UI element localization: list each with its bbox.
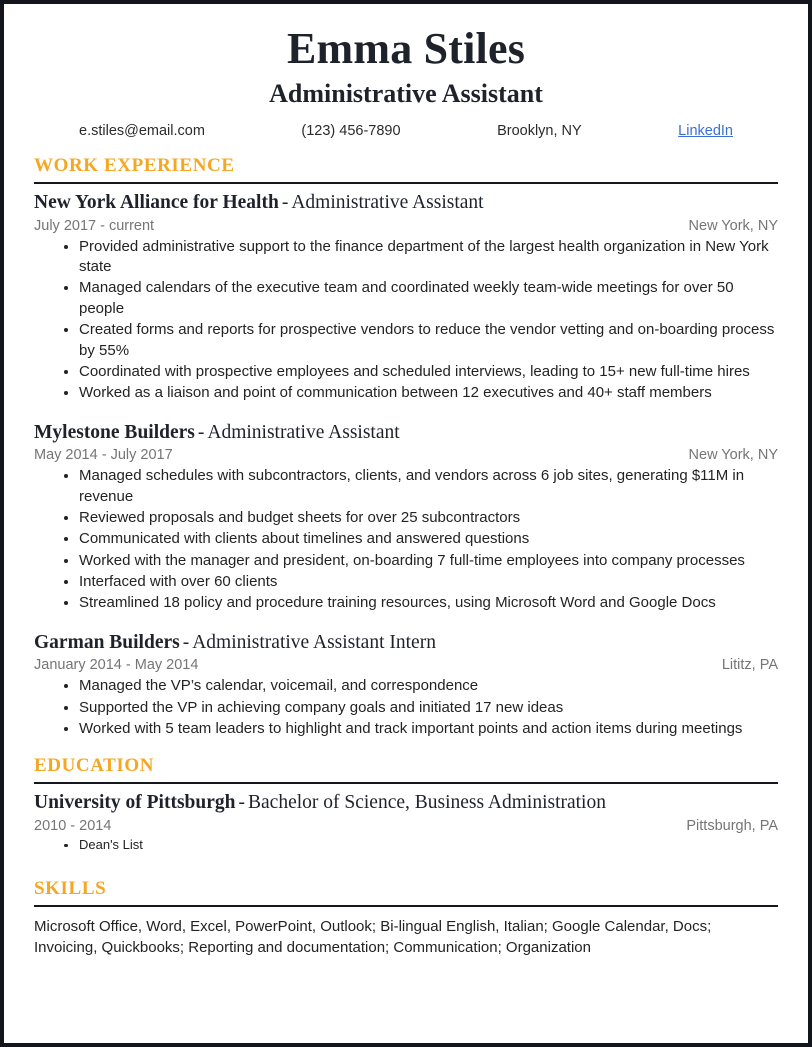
entry-bullet-list — [34, 676, 778, 739]
section-skills — [34, 878, 778, 960]
contact-row — [34, 123, 778, 139]
education-entry — [34, 790, 778, 853]
resume-header — [34, 26, 778, 139]
entry-meta — [34, 657, 778, 673]
entry-organization: Mylestone Builders — [34, 421, 195, 443]
entry-separator: - — [197, 421, 205, 443]
section-title-skills: SKILLS — [34, 877, 107, 899]
entry-organization: New York Alliance for Health — [34, 192, 279, 214]
entry-date: 2010 - 2014 — [34, 817, 112, 834]
entry-location: Lititz, PA — [721, 657, 778, 674]
experience-entry — [34, 420, 778, 614]
entry-bullet-list — [34, 837, 778, 854]
entry-meta — [34, 447, 778, 463]
section-divider — [34, 782, 778, 784]
entry-date: July 2017 - current — [34, 217, 155, 234]
list-item: Coordinated with prospective employees and scheduled interviews, leading to 15+ new full-time hires — [64, 362, 778, 382]
entry-heading — [34, 190, 778, 215]
entry-location: New York, NY — [688, 447, 778, 464]
section-title-work: WORK EXPERIENCE — [34, 155, 235, 177]
entry-location: Pittsburgh, PA — [686, 817, 778, 834]
entry-meta — [34, 818, 778, 834]
entry-role: Administrative Assistant — [207, 421, 400, 443]
list-item: Created forms and reports for prospective vendors to reduce the vendor vetting and on-boarding process by 55% — [64, 320, 778, 361]
entry-organization: University of Pittsburgh — [34, 792, 236, 814]
experience-entry — [34, 190, 778, 403]
entry-degree: Bachelor of Science, Business Administration — [248, 792, 606, 814]
entry-heading — [34, 790, 778, 815]
contact-email[interactable]: e.stiles@email.com — [79, 123, 205, 140]
entry-separator: - — [281, 192, 289, 214]
entry-organization: Garman Builders — [34, 631, 180, 653]
list-item: Worked with 5 team leaders to highlight and track important points and action items during meetings — [64, 719, 778, 739]
entry-separator: - — [238, 792, 245, 814]
section-divider — [34, 905, 778, 907]
entry-location: New York, NY — [688, 217, 778, 234]
section-title-education: EDUCATION — [34, 755, 155, 777]
entry-role: Administrative Assistant — [291, 192, 484, 214]
list-item: Managed schedules with subcontractors, clients, and vendors across 6 job sites, generating $11M in revenue — [64, 466, 778, 507]
list-item: Worked with the manager and president, on-boarding 7 full-time employees into company processes — [64, 551, 778, 571]
resume-content — [4, 4, 808, 959]
linkedin-link[interactable]: LinkedIn — [678, 123, 733, 140]
entry-bullet-list — [34, 466, 778, 614]
candidate-title: Administrative Assistant — [269, 78, 543, 108]
section-work-experience — [34, 155, 778, 739]
entry-bullet-list — [34, 237, 778, 404]
contact-phone[interactable]: (123) 456-7890 — [301, 123, 401, 140]
entry-heading — [34, 420, 778, 445]
entry-heading — [34, 630, 778, 655]
skills-text: Microsoft Office, Word, Excel, PowerPoint, Outlook; Bi-lingual English, Italian; Google Calendar, Docs; Invoicing, Quickbooks; Reporting and documentation; Communication; Organization — [34, 917, 712, 957]
list-item: Managed the VP’s calendar, voicemail, and correspondence — [64, 676, 778, 696]
list-item: Worked as a liaison and point of communication between 12 executives and 40+ staff members — [64, 383, 778, 403]
experience-entry — [34, 630, 778, 740]
entry-date: January 2014 - May 2014 — [34, 657, 199, 674]
entry-role: Administrative Assistant Intern — [192, 631, 436, 653]
list-item: Provided administrative support to the finance department of the largest health organization in New York state — [64, 237, 778, 278]
list-item: Communicated with clients about timelines and answered questions — [64, 529, 778, 549]
list-item: Dean's List — [64, 837, 778, 854]
list-item: Reviewed proposals and budget sheets for over 25 subcontractors — [64, 508, 778, 528]
candidate-name: Emma Stiles — [286, 24, 526, 73]
section-education — [34, 755, 778, 853]
contact-location: Brooklyn, NY — [497, 123, 582, 140]
list-item: Supported the VP in achieving company goals and initiated 17 new ideas — [64, 698, 778, 718]
entry-separator: - — [182, 631, 190, 653]
entry-meta — [34, 218, 778, 234]
entry-date: May 2014 - July 2017 — [34, 447, 173, 464]
section-divider — [34, 182, 778, 184]
list-item: Interfaced with over 60 clients — [64, 572, 778, 592]
list-item: Streamlined 18 policy and procedure training resources, using Microsoft Word and Google Docs — [64, 593, 778, 613]
list-item: Managed calendars of the executive team and coordinated weekly team-wide meetings for over 50 people — [64, 278, 778, 319]
